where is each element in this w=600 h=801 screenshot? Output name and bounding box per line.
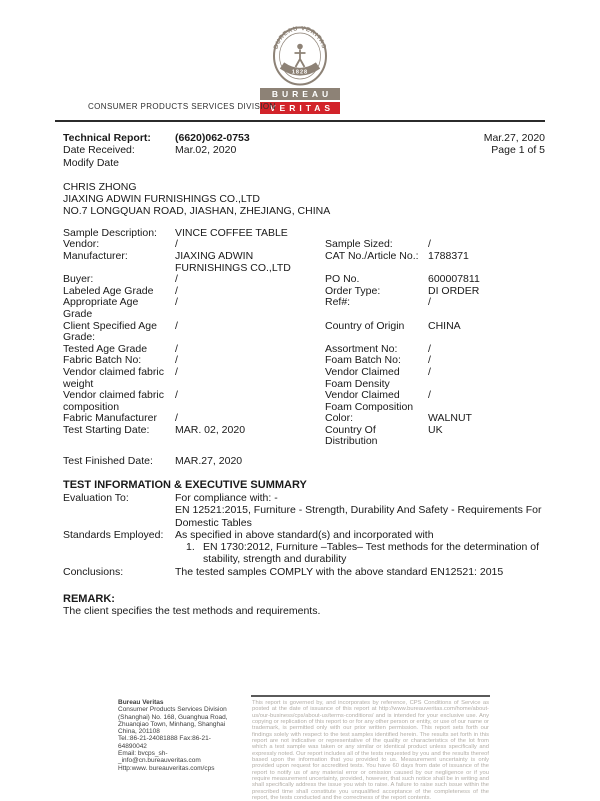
emblem-year: 1828 [291,69,309,76]
row-buyer-po-no [63,274,545,286]
meta-row-date-received [63,144,545,156]
emblem-arc-text: BUREAU VERITAS [273,26,327,51]
field-value: / [175,238,178,251]
bureau-veritas-emblem-icon [272,26,328,86]
row-vendor-sample-sized [63,239,545,251]
field-label: PO No. [325,273,360,286]
field-value: / [175,319,178,332]
row-manufacturer-cat-no [63,251,545,274]
field-value: 1788371 [428,249,469,262]
technical-report-number: (6620)062-0753 [175,132,250,144]
field-label: Client Specified Age Grade: [63,319,157,344]
field-label: Country of Origin [325,319,405,332]
row-test-start-distribution [63,425,545,448]
field-value: / [175,273,178,286]
field-label: Vendor: [63,238,100,251]
remark-body: The client specifies the test methods and requirements. [63,605,321,618]
field-value: / [175,296,178,309]
list-item-number: 1. [186,541,195,554]
list-item-text: EN 1730:2012, Furniture –Tables– Test methods for the determination of stability, strength and durability [203,541,540,566]
row-fabric-weight-foam-density [63,367,545,390]
row-fabric-composition-foam-composition [63,390,545,413]
standards-employed-value [175,529,545,566]
field-label: Sample Description: [63,226,157,239]
technical-report-label: Technical Report: [63,132,151,144]
addressee-block [55,181,545,218]
field-value: / [175,354,178,367]
field-label: Fabric Manufacturer [63,412,157,425]
field-value: / [428,389,431,402]
footer-email-line: _info@cn.bureauveritas.com [118,757,201,765]
footer-address-line: Zhuanqiao Town, Minhang, Shanghai [118,720,226,728]
footer-address-line: Consumer Products Services Division [118,706,227,714]
field-value: CHINA [428,319,461,332]
field-value: DI ORDER [428,284,480,297]
field-label: CAT No./Article No.: [325,249,419,262]
conclusions-label: Conclusions: [63,565,124,578]
logo-box-bureau: BUREAU [260,88,340,100]
company-address: NO.7 LONGQUAN ROAD, JIASHAN, ZHEJIANG, CHINA [63,205,331,218]
footer-address-line: (Shanghai) No. 168, Guanghua Road, [118,713,228,721]
page-footer [110,695,490,801]
report-meta [55,132,545,169]
conclusions-value: The tested samples COMPLY with the above standard EN12521: 2015 [175,565,504,578]
field-label: Vendor claimed fabric weight [63,365,164,390]
company-name: JIAXING ADWIN FURNISHINGS CO.,LTD [63,193,260,206]
standards-employed-label: Standards Employed: [63,528,164,541]
footer-phone-line: Tel.:86-21-24081888 Fax:86-21- [118,735,211,743]
field-value: / [175,365,178,378]
footer-website-line: Http:www. bureauveritas.com/cps [118,764,215,772]
field-value: / [175,412,178,425]
field-value: MAR.27, 2020 [175,455,243,468]
modify-date-label: Modify Date [63,156,120,169]
remark-heading: REMARK: [63,593,115,606]
field-value: / [428,296,431,309]
contact-name: CHRIS ZHONG [63,180,137,193]
footer-phone-line: 64890042 [118,742,147,750]
field-value: / [175,389,178,402]
summary-row-conclusions [63,566,545,578]
field-label: Assortment No: [325,342,398,355]
field-label: Test Finished Date: [63,455,153,468]
evaluation-line-2: EN 12521:2015, Furniture - Strength, Durability And Safety - Requirements For Domestic Tables [175,504,542,529]
field-label: Color: [325,412,354,425]
summary-heading: TEST INFORMATION & EXECUTIVE SUMMARY [63,478,307,491]
date-received-label: Date Received: [63,144,135,157]
field-label: Order Type: [325,284,381,297]
field-value: / [175,342,178,355]
date-received-value: Mar.02, 2020 [175,144,237,157]
field-label: Country Of Distribution [325,423,378,448]
bureau-veritas-logo [260,26,340,114]
field-value: 600007811 [428,273,480,286]
field-value: WALNUT [428,412,472,425]
field-value: MAR. 02, 2020 [175,423,246,436]
field-label: Foam Batch No: [325,354,401,367]
field-value: / [428,354,431,367]
field-label: Vendor Claimed Foam Composition [325,389,414,413]
page-indicator: Page 1 of 5 [491,144,545,157]
field-label: Vendor Claimed Foam Density [325,365,400,390]
footer-address-block [118,699,250,772]
field-label: Buyer: [63,273,94,286]
field-value: JIAXING ADWIN FURNISHINGS CO.,LTD [175,249,291,274]
summary-row-evaluation [63,492,545,529]
field-label: Labeled Age Grade [63,284,154,297]
field-label: Ref#: [325,296,351,309]
field-label: Manufacturer: [63,249,128,262]
footer-email-line: Email: bvcps_sh- [118,750,168,758]
standards-list-item [175,541,545,566]
division-title: CONSUMER PRODUCTS SERVICES DIVISION [88,102,276,111]
field-label: Fabric Batch No: [63,354,142,367]
field-value: VINCE COFFEE TABLE [175,226,288,239]
footer-address-line: China, 201108 [118,728,160,736]
meta-row-technical-report [63,132,545,144]
logo-box-veritas: VERITAS [260,102,340,114]
evaluation-to-value [175,492,545,529]
field-label: Vendor claimed fabric composition [63,389,164,413]
summary-row-standards [63,529,545,566]
row-sample-description [63,228,545,240]
meta-row-modify-date [63,157,545,169]
field-label: Appropriate Age Grade [63,296,139,320]
field-value: / [428,365,431,378]
row-appropriate-age-ref [63,297,545,320]
field-label: Test Starting Date: [63,423,150,436]
executive-summary [55,479,545,578]
field-label: Sample Sized: [325,238,393,251]
field-label: Tested Age Grade [63,342,148,355]
field-value: / [428,342,431,355]
field-value: / [175,284,178,297]
sample-details [55,228,545,468]
field-value: UK [428,423,443,436]
footer-company-name: Bureau Veritas [118,699,164,706]
remark-section [55,593,545,618]
report-date: Mar.27, 2020 [483,132,545,144]
footer-legal-text: This report is governed by, and incorporates by reference, CPS Conditions of Service as posted at the date of issuance of this report at http://www.bureauveritas.com/home/about-us/our-business/cps/about-us/terms-conditions/ and is intended for your exclusive use. Any copying or replication of this report to or for any other person or entity, or use of our name or trademark, is permitted only with our prior written permission. This report sets forth our findings solely with respect to the test samples identified herein. The results set forth in this report are not indicative or representative of the quality or characteristics of the lot from which a test sample was taken or any similar or identical product unless specifically and expressly noted. Our report includes all of the tests requested by you and the results thereof based upon the information that you provided to us. Measurement uncertainty is only provided upon request for accredited tests. You have 60 days from date of issuance of the report to notify us of any material error or omission caused by our negligence or if you require measurement uncertainty, provided, however, that such notice shall be in writing and shall specifically address the issue you wish to raise. A failure to raise such issue within the prescribed time shall constitute you unqualified acceptance of the completeness of the report, the tests conducted and the correctness of the report contents. [251,695,490,801]
row-test-finished [63,456,545,468]
evaluation-line-1: For compliance with: - [175,491,278,504]
row-client-age-origin [63,321,545,344]
field-value: / [428,238,431,251]
evaluation-to-label: Evaluation To: [63,491,129,504]
standards-line-1: As specified in above standard(s) and incorporated with [175,528,434,541]
report-header [55,0,545,122]
